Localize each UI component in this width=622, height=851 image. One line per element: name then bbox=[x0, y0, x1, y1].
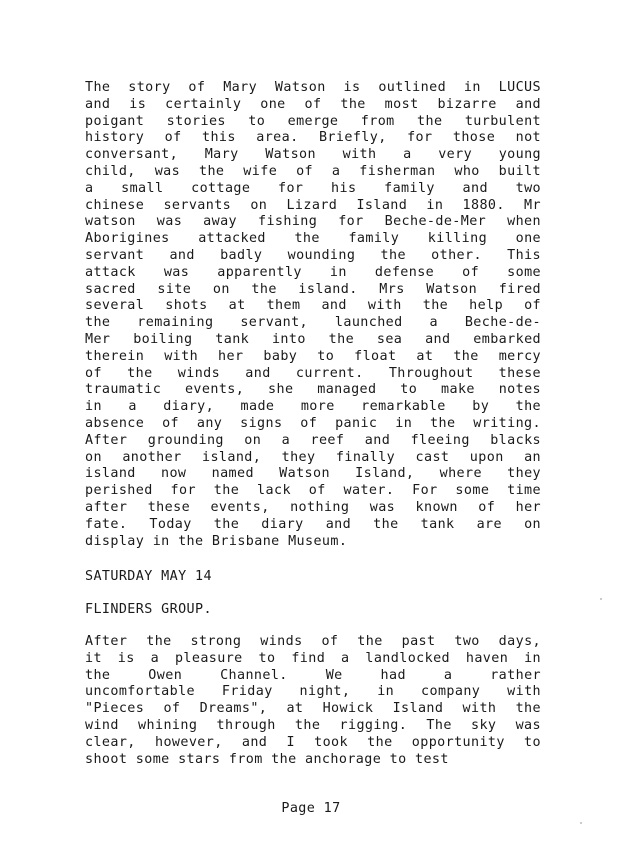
text-line: absence of any signs of panic in the writing. bbox=[85, 415, 541, 431]
text-line: Mer boiling tank into the sea and embarked bbox=[85, 331, 541, 347]
text-line: watson was away fishing for Beche-de-Mer when bbox=[85, 214, 541, 230]
location-heading: FLINDERS GROUP. bbox=[85, 602, 212, 617]
text-line: conversant, Mary Watson with a very young bbox=[85, 147, 541, 163]
text-line: in a diary, made more remarkable by the bbox=[85, 399, 541, 415]
text-line: and is certainly one of the most bizarre and bbox=[85, 96, 541, 112]
text-line: child, was the wife of a fisherman who built bbox=[85, 163, 541, 179]
text-line: the remaining servant, launched a Beche-de- bbox=[85, 315, 541, 331]
text-line: clear, however, and I took the opportunity to bbox=[85, 734, 541, 750]
page-number: Page 17 bbox=[281, 801, 341, 816]
text-line: servant and badly wounding the other. This bbox=[85, 247, 541, 263]
text-line: after these events, nothing was known of her bbox=[85, 499, 541, 515]
text-line: attack was apparently in defense of some bbox=[85, 264, 541, 280]
text-line: it is a pleasure to find a landlocked haven in bbox=[85, 650, 541, 666]
text-line: of the winds and current. Throughout these bbox=[85, 365, 541, 381]
text-line: The story of Mary Watson is outlined in LUCUS bbox=[85, 80, 541, 95]
date-heading: SATURDAY MAY 14 bbox=[85, 569, 212, 584]
text-line: shoot some stars from the anchorage to test bbox=[85, 751, 449, 767]
scan-speck bbox=[580, 822, 582, 824]
text-line: display in the Brisbane Museum. bbox=[85, 533, 348, 549]
scan-speck bbox=[600, 598, 602, 600]
text-line: history of this area. Briefly, for those not bbox=[85, 130, 541, 146]
text-line: the Owen Channel. We had a rather bbox=[85, 667, 541, 683]
text-line: on another island, they finally cast upon an bbox=[85, 449, 541, 465]
text-line: sacred site on the island. Mrs Watson fired bbox=[85, 281, 541, 297]
text-line: wind whining through the rigging. The sky was bbox=[85, 717, 541, 733]
text-line: island now named Watson Island, where they bbox=[85, 466, 541, 482]
paragraph-flinders-group bbox=[85, 634, 541, 768]
text-line: chinese servants on Lizard Island in 1880. Mr bbox=[85, 197, 541, 213]
text-line: After the strong winds of the past two days, bbox=[85, 634, 541, 649]
text-line: Aborigines attacked the family killing one bbox=[85, 231, 541, 247]
text-line: traumatic events, she managed to make notes bbox=[85, 382, 541, 398]
text-line: poigant stories to emerge from the turbulent bbox=[85, 113, 541, 129]
text-line: uncomfortable Friday night, in company with bbox=[85, 684, 541, 700]
text-line: "Pieces of Dreams", at Howick Island with the bbox=[85, 701, 541, 717]
text-line: several shots at them and with the help of bbox=[85, 298, 541, 314]
text-line: After grounding on a reef and fleeing blacks bbox=[85, 432, 541, 448]
text-line: fate. Today the diary and the tank are on bbox=[85, 516, 541, 532]
text-line: a small cottage for his family and two bbox=[85, 180, 541, 196]
paragraph-mary-watson bbox=[85, 80, 541, 550]
text-line: therein with her baby to float at the mercy bbox=[85, 348, 541, 364]
text-line: perished for the lack of water. For some time bbox=[85, 483, 541, 499]
